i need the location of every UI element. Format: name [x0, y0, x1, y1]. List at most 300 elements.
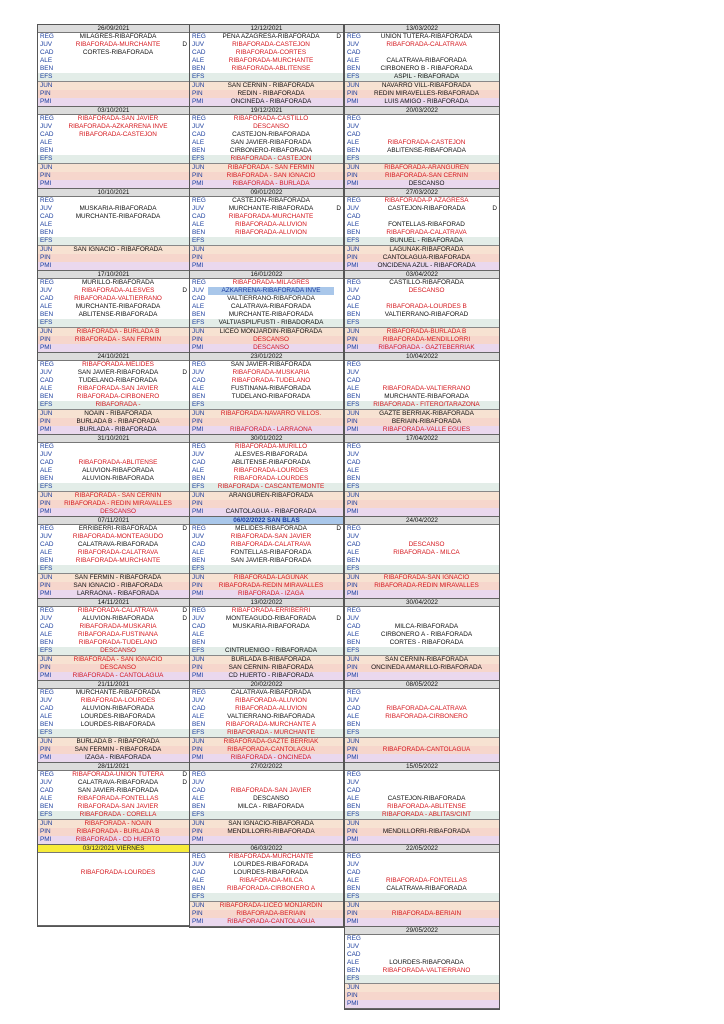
match-row — [345, 623, 499, 631]
category-code: REG — [347, 115, 361, 122]
match-row — [190, 541, 343, 549]
category-code: JUV — [347, 123, 360, 130]
week-block — [190, 25, 343, 107]
week-block — [345, 189, 499, 271]
week-block — [38, 845, 189, 926]
week-date-header: 03/04/2022 — [345, 271, 499, 279]
category-code: CAD — [192, 459, 206, 466]
category-code: PIN — [192, 90, 203, 97]
category-code: EFS — [347, 647, 360, 654]
category-code: ALE — [40, 549, 53, 556]
category-code: CAD — [347, 295, 361, 302]
category-code: JUV — [40, 779, 53, 786]
match-row — [190, 639, 343, 647]
category-code: BEN — [40, 147, 54, 154]
category-code: JUV — [40, 615, 53, 622]
match-row — [38, 615, 189, 623]
category-code: JUV — [40, 287, 53, 294]
category-code: ALE — [347, 385, 360, 392]
schedule-column-3 — [344, 24, 500, 1010]
category-code: CAD — [192, 787, 206, 794]
match-text: MONTEAGUDO-RIBAFORADA — [225, 615, 317, 622]
week-block — [38, 189, 189, 271]
match-row — [345, 573, 499, 582]
match-text: RIBAFORADA-ALUVION — [235, 697, 307, 704]
match-text: ALUVION-RIBAFORADA — [82, 615, 154, 622]
category-code: CAD — [347, 951, 361, 958]
match-row — [38, 795, 189, 803]
category-code: PMI — [192, 180, 204, 187]
category-code: REG — [192, 689, 206, 696]
category-code: ALE — [40, 303, 53, 310]
match-marker: D — [182, 607, 187, 614]
match-row — [345, 147, 499, 155]
category-code: PIN — [347, 746, 358, 753]
category-code: BEN — [192, 475, 206, 482]
match-text: RIBAFORADA-MURCHANTE — [228, 213, 314, 220]
category-code: JUN — [192, 246, 205, 253]
match-row — [38, 245, 189, 254]
category-code: ALE — [40, 385, 53, 392]
match-text: ABLITENSE-RIBAFORADA — [231, 459, 311, 466]
match-row — [345, 459, 499, 467]
category-code: JUN — [192, 820, 205, 827]
match-text: RIBAFORADA-CASTEJON — [387, 139, 466, 146]
category-code: CAD — [192, 541, 206, 548]
category-code: CAD — [40, 213, 54, 220]
category-code: BEN — [192, 557, 206, 564]
week-date-header: 13/03/2022 — [345, 25, 499, 33]
match-row — [190, 631, 343, 639]
category-code: EFS — [192, 319, 205, 326]
match-text: SAN FERMIN - RIBAFORADA — [74, 574, 162, 581]
category-code: CAD — [347, 541, 361, 548]
category-code: EFS — [192, 401, 205, 408]
category-code: JUV — [347, 861, 360, 868]
match-marker: D — [182, 779, 187, 786]
category-code: PMI — [192, 344, 204, 351]
match-row — [190, 573, 343, 582]
match-row — [345, 1000, 499, 1008]
category-code: PIN — [347, 910, 358, 917]
match-row — [190, 746, 343, 754]
match-row — [345, 279, 499, 287]
category-code: BEN — [40, 639, 54, 646]
match-text: ALUVION-RIBAFORADA — [82, 475, 154, 482]
category-code: EFS — [40, 155, 53, 162]
week-date-header: 06/03/2022 — [190, 845, 343, 853]
category-code: EFS — [40, 811, 53, 818]
week-block — [190, 107, 343, 189]
match-text: SAN JAVIER-RIBAFORADA — [230, 139, 312, 146]
match-text: SAN JAVIER-RIBAFORADA — [230, 361, 312, 368]
match-text: RIBAFORADA-LAGUNAK — [233, 574, 309, 581]
category-code: JUV — [40, 697, 53, 704]
match-row — [38, 369, 189, 377]
week-date-header: 03/12/2021 VIERNES — [38, 845, 189, 853]
match-row — [345, 57, 499, 65]
week-date-header: 09/01/2022 — [190, 189, 343, 197]
match-row — [190, 49, 343, 57]
category-code: PIN — [40, 90, 51, 97]
category-code: PIN — [192, 582, 203, 589]
match-row — [345, 819, 499, 828]
match-text: RIBAFORADA-CALATRAVA — [77, 549, 159, 556]
week-date-header: 24/04/2022 — [345, 517, 499, 525]
match-row — [345, 155, 499, 163]
match-text: RIBAFORADA-REDIN MIRAVALLES — [374, 582, 479, 589]
match-row — [38, 533, 189, 541]
category-code: PIN — [347, 582, 358, 589]
match-row — [38, 98, 189, 106]
category-code: CAD — [347, 705, 361, 712]
match-text: SAN CERNIN - RIBAFORADA — [227, 82, 315, 89]
category-code: ALE — [347, 631, 360, 638]
category-code: REG — [192, 115, 206, 122]
match-row — [345, 853, 499, 861]
category-code: PIN — [192, 336, 203, 343]
week-date-header: 08/05/2022 — [345, 681, 499, 689]
category-code: PMI — [40, 180, 52, 187]
category-code: PIN — [192, 254, 203, 261]
match-text: RIBAFORADA-ALUVION — [235, 705, 307, 712]
category-code: JUV — [40, 205, 53, 212]
match-row — [38, 639, 189, 647]
match-text: RIBAFORADA - CASTEJON — [230, 155, 312, 162]
category-code: JUV — [347, 533, 360, 540]
category-code: JUN — [40, 738, 53, 745]
category-code: ALE — [347, 877, 360, 884]
category-code: PMI — [347, 180, 359, 187]
category-code: ALE — [347, 57, 360, 64]
match-row — [38, 689, 189, 697]
category-code: PIN — [347, 828, 358, 835]
week-block — [345, 763, 499, 845]
match-text: CALATRAVA-RIBAFORADA — [77, 779, 159, 786]
match-row — [345, 475, 499, 483]
match-text: ABLITENSE-RIBAFORADA — [78, 311, 158, 318]
match-text: RIBAFORADA-FUSTIÑANA — [78, 631, 158, 638]
match-row — [38, 57, 189, 65]
match-text: RIBAFORADA-LOURDES — [233, 467, 309, 474]
category-code: PMI — [40, 344, 52, 351]
category-code: PMI — [347, 98, 359, 105]
category-code: ALE — [192, 221, 205, 228]
category-code: PIN — [347, 336, 358, 343]
match-text: DESCANSO — [100, 508, 136, 515]
week-date-header: 22/05/2022 — [345, 845, 499, 853]
category-code: ALE — [192, 549, 205, 556]
category-code: CAD — [40, 541, 54, 548]
match-row — [345, 713, 499, 721]
category-code: ALE — [40, 795, 53, 802]
category-code: JUN — [40, 410, 53, 417]
category-code: PMI — [40, 754, 52, 761]
category-code: BEN — [40, 393, 54, 400]
match-row — [38, 811, 189, 819]
match-text: RIBAFORADA-LOURDES — [233, 475, 309, 482]
category-code: REG — [347, 443, 361, 450]
category-code: JUV — [192, 615, 205, 622]
category-code: BEN — [347, 475, 361, 482]
match-text: RIBAFORADA - BURLADA — [232, 180, 310, 187]
match-row — [345, 418, 499, 426]
match-text: RIBAFORADA-FONTELLAS — [77, 795, 159, 802]
category-code: BEN — [192, 885, 206, 892]
match-row — [190, 369, 343, 377]
match-row — [345, 590, 499, 598]
category-code: CAD — [347, 623, 361, 630]
match-text: RIBAFORADA-MELIDES — [82, 361, 154, 368]
match-text: RIBAFORADA-NAVARRO VILLOS. — [220, 410, 322, 417]
match-row — [190, 295, 343, 303]
category-code: BEN — [192, 147, 206, 154]
match-row — [38, 385, 189, 393]
category-code: EFS — [347, 893, 360, 900]
category-code: JUN — [347, 984, 360, 991]
category-code: PMI — [40, 98, 52, 105]
match-row — [190, 57, 343, 65]
category-code: JUV — [347, 697, 360, 704]
match-text: LICEO MONJARDIN-RIBAFORADA — [219, 328, 323, 335]
match-row — [345, 73, 499, 81]
category-code: PIN — [40, 828, 51, 835]
category-code: EFS — [347, 401, 360, 408]
match-text: RIBAFORADA-ABLITENSE — [231, 65, 311, 72]
match-row — [38, 205, 189, 213]
category-code: CAD — [192, 623, 206, 630]
category-code: JUV — [192, 779, 205, 786]
match-text: RIBAFORADA-MURCHANTE — [75, 557, 161, 564]
match-text: REDIN MIRAVELLES-RIBAFORADA — [374, 90, 479, 97]
match-text: RIBAFORADA-CANTOLAGUA — [227, 746, 315, 753]
match-row — [345, 754, 499, 762]
week-block — [190, 599, 343, 681]
category-code: JUN — [347, 820, 360, 827]
category-code: JUN — [40, 656, 53, 663]
match-row — [38, 65, 189, 73]
match-text: RIBAFORADA-GAZTE BERRIAK — [223, 738, 319, 745]
category-code: JUN — [192, 738, 205, 745]
match-row — [38, 254, 189, 262]
category-code: JUV — [192, 533, 205, 540]
match-text: CORTES - RIBAFORADA — [389, 639, 464, 646]
category-code: EFS — [40, 647, 53, 654]
category-code: EFS — [192, 237, 205, 244]
category-code: JUN — [192, 492, 205, 499]
match-text: MENDILLORRI-RIBAFORADA — [382, 828, 471, 835]
category-code: JUN — [192, 656, 205, 663]
match-text: SAN IGNACIO-RIBAFORADA — [228, 820, 314, 827]
category-code: EFS — [347, 565, 360, 572]
match-text: RIBAFORADA - ONCINEDA — [230, 754, 312, 761]
match-text: ALESVES-RIBAFORADA — [234, 451, 308, 458]
match-text: BURLADA - RIBAFORADA — [79, 426, 157, 433]
category-code: JUV — [347, 205, 360, 212]
match-row — [38, 623, 189, 631]
match-row — [345, 565, 499, 573]
category-code: PIN — [347, 418, 358, 425]
category-code: CAD — [40, 131, 54, 138]
match-text: RIBAFORADA-VALTIERRANO — [382, 385, 471, 392]
category-code: REG — [347, 525, 361, 532]
match-row — [345, 885, 499, 893]
category-code: BEN — [347, 147, 361, 154]
match-row — [345, 172, 499, 180]
category-code: BEN — [192, 721, 206, 728]
match-marker: D — [336, 205, 341, 212]
category-code: ALE — [347, 549, 360, 556]
match-row — [190, 115, 343, 123]
match-text: RIBAFORADA-ABLITENSE — [387, 803, 466, 810]
week-block — [190, 681, 343, 763]
match-row — [190, 327, 343, 336]
match-text: RIBAFORADA-CASTEJON — [232, 41, 310, 48]
week-block — [190, 435, 343, 517]
match-text: RIBAFORADA - CORELLA — [79, 811, 157, 818]
match-text: ONCINEDA AMARILLO-RIBAFORADA — [371, 664, 482, 671]
match-row — [38, 853, 189, 861]
match-text: RIBAFORADA-BERIAIN — [391, 910, 462, 917]
category-code: PMI — [347, 754, 359, 761]
match-row — [190, 615, 343, 623]
week-date-header: 28/11/2021 — [38, 763, 189, 771]
match-row — [190, 459, 343, 467]
match-row — [38, 525, 189, 533]
match-text: RIBAFORADA - MILCA — [393, 549, 460, 556]
match-row — [190, 123, 343, 131]
match-row — [190, 737, 343, 746]
match-text: RIBAFORADA-SAN JAVIER — [77, 803, 159, 810]
match-text: PEÑA AZAGRESA-RIBAFORADA — [222, 33, 320, 40]
category-code: EFS — [347, 319, 360, 326]
match-row — [345, 525, 499, 533]
match-row — [190, 885, 343, 893]
match-row — [345, 344, 499, 352]
match-row — [345, 967, 499, 975]
match-row — [190, 237, 343, 245]
match-row — [38, 549, 189, 557]
match-text: SAN JAVIER-RIBAFORADA — [77, 369, 159, 376]
week-date-header: 12/12/2021 — [190, 25, 343, 33]
category-code: REG — [192, 771, 206, 778]
match-row — [38, 787, 189, 795]
category-code: CAD — [347, 787, 361, 794]
category-code: JUN — [40, 246, 53, 253]
match-row — [38, 295, 189, 303]
category-code: JUN — [192, 574, 205, 581]
match-text: MENDILLORRI-RIBAFORADA — [227, 828, 315, 835]
match-row — [38, 361, 189, 369]
match-text: RIBAFORADA-LOURDES — [80, 869, 156, 876]
category-code: PIN — [347, 500, 358, 507]
match-row — [38, 229, 189, 237]
category-code: ALE — [192, 877, 205, 884]
match-text: CASTEJON-RIBAFORADA — [232, 131, 310, 138]
match-text: SAN IGNACIO - RIBAFORADA — [73, 246, 163, 253]
match-row — [190, 893, 343, 901]
match-text: RIBAFORADA-MURILLO — [234, 443, 308, 450]
match-text: CALATRAVA-RIBAFORADA — [230, 303, 312, 310]
match-text: ABLITENSE-RIBAFORADA — [387, 147, 466, 154]
match-row — [190, 229, 343, 237]
category-code: PIN — [40, 582, 51, 589]
category-code: REG — [192, 361, 206, 368]
match-text: RIBAFORADA - SAN FERMIN — [227, 164, 315, 171]
category-code: PIN — [40, 500, 51, 507]
match-row — [190, 549, 343, 557]
category-code: REG — [40, 689, 54, 696]
match-text: RIBAFORADA-UNION TUTERA — [72, 771, 164, 778]
category-code: BEN — [192, 311, 206, 318]
match-text: LOURDES-RIBAFORADA — [80, 713, 156, 720]
match-text: RIBAFORADA-CIRBONERO — [385, 713, 468, 720]
category-code: PMI — [40, 262, 52, 269]
category-code: REG — [192, 853, 206, 860]
match-text: CORTES-RIBAFORADA — [82, 49, 154, 56]
match-row — [345, 491, 499, 500]
match-text: CIRBONERO A - RIBAFORADA — [380, 631, 473, 638]
match-row — [345, 483, 499, 491]
match-text: RIBAFORADA-SAN CERNIN — [384, 172, 469, 179]
match-row — [38, 647, 189, 655]
category-code: BEN — [347, 639, 361, 646]
match-text: RIBAFORADA-TUDELANO — [78, 639, 158, 646]
match-text: FONTELLAS-RIBAFORAD — [388, 221, 465, 228]
match-row — [190, 213, 343, 221]
category-code: CAD — [40, 459, 54, 466]
week-block — [38, 435, 189, 517]
week-block — [190, 845, 343, 927]
category-code: ALE — [192, 57, 205, 64]
match-text: RIBAFORADA - SAN CERNIN — [74, 492, 162, 499]
week-block — [38, 25, 189, 107]
match-text: NOAIN - RIBAFORADA — [84, 410, 152, 417]
match-row — [38, 172, 189, 180]
match-row — [190, 787, 343, 795]
match-row — [345, 664, 499, 672]
category-code: PMI — [192, 672, 204, 679]
match-row — [190, 33, 343, 41]
match-row — [38, 147, 189, 155]
category-code: BEN — [40, 65, 54, 72]
match-row — [345, 795, 499, 803]
category-code: PMI — [192, 262, 204, 269]
category-code: PMI — [347, 262, 359, 269]
week-date-header: 27/03/2022 — [345, 189, 499, 197]
week-date-header: 23/01/2022 — [190, 353, 343, 361]
week-date-header: 27/02/2022 — [190, 763, 343, 771]
category-code: CAD — [192, 869, 206, 876]
category-code: ALE — [192, 303, 205, 310]
category-code: PMI — [347, 344, 359, 351]
week-block — [345, 25, 499, 107]
match-row — [38, 590, 189, 598]
match-row — [345, 139, 499, 147]
match-text: RIBAFORADA-LICEO MONJARDIN — [219, 902, 323, 909]
match-text: RIBAFORADA-AZKARRENA INVE — [68, 123, 168, 130]
match-row — [345, 221, 499, 229]
category-code: REG — [192, 279, 206, 286]
category-code: REG — [347, 771, 361, 778]
match-row — [190, 81, 343, 90]
match-text: MURCHANTE-RIBAFORADA — [228, 311, 314, 318]
category-code: CAD — [192, 295, 206, 302]
category-code: ALE — [192, 795, 205, 802]
category-code: CAD — [192, 213, 206, 220]
category-code: JUN — [40, 820, 53, 827]
match-row — [38, 180, 189, 188]
